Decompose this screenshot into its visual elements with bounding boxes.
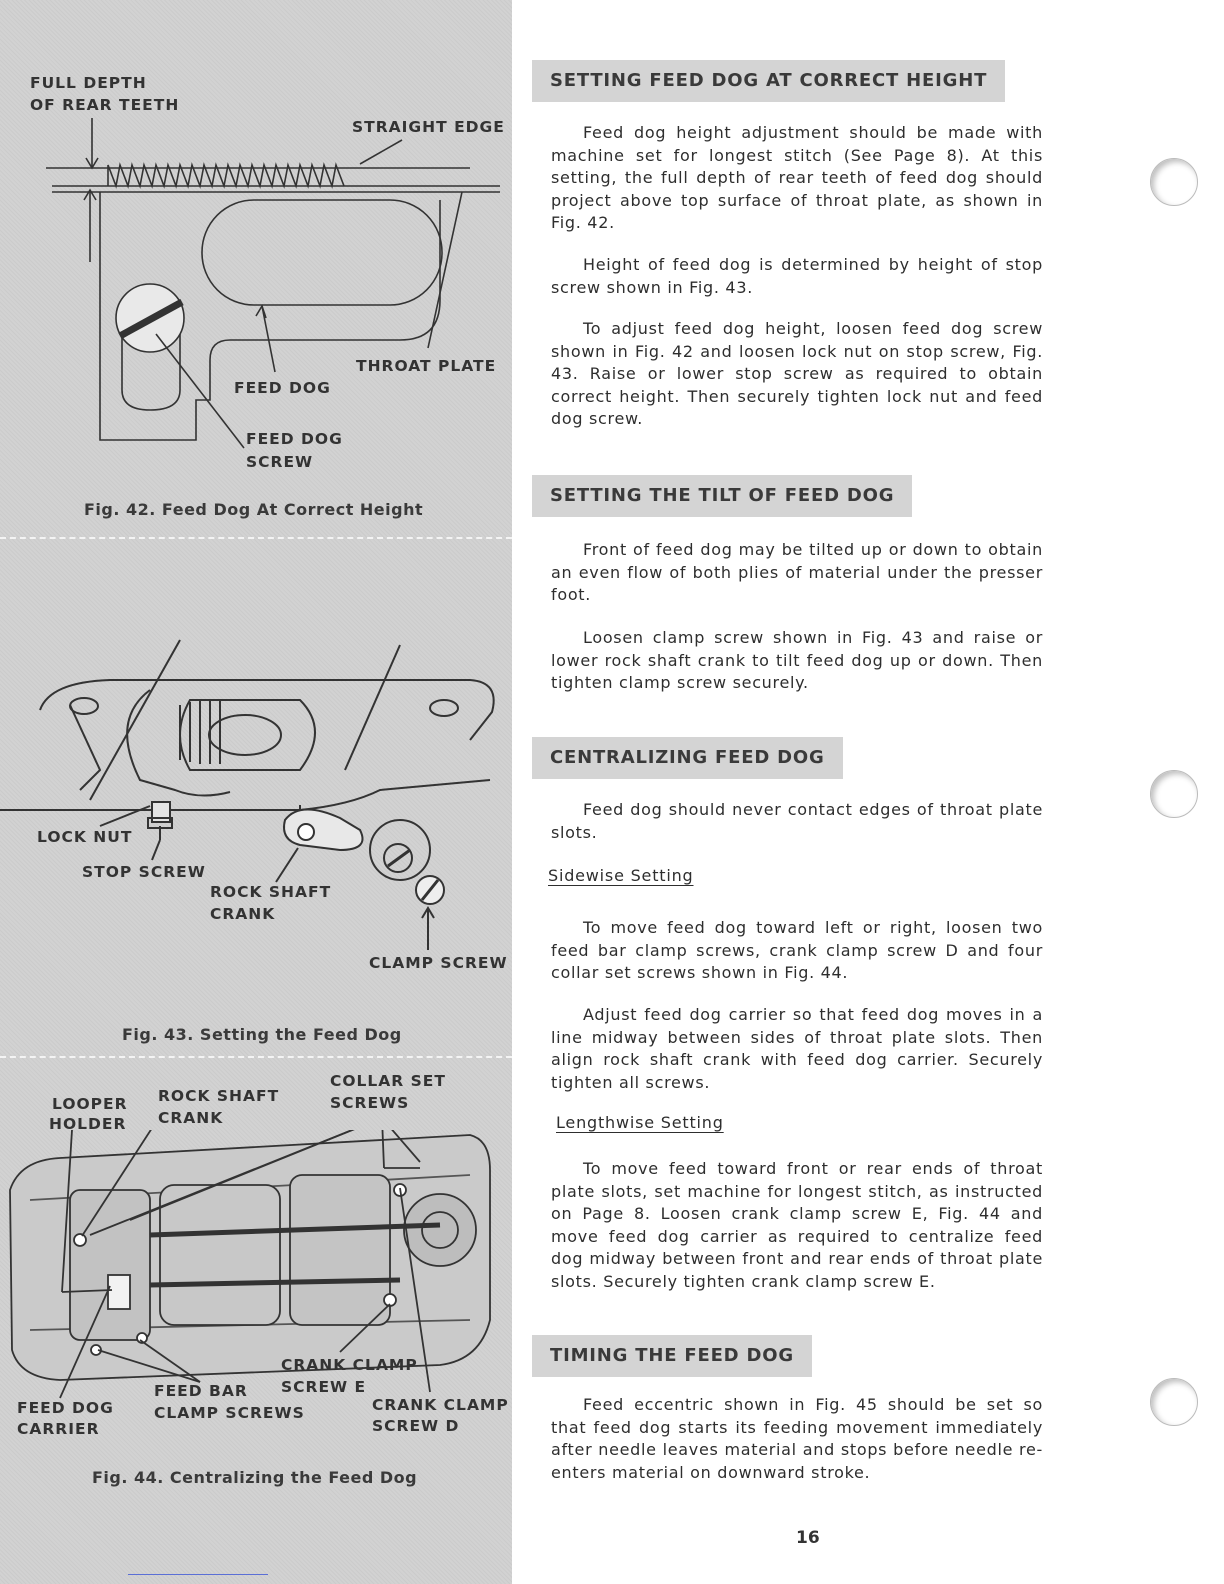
paragraph: Feed dog should never contact edges of throat plate slots. bbox=[551, 800, 1043, 842]
label-feed-dog-carrier-line2: CARRIER bbox=[17, 1420, 100, 1438]
label-clamp-screw: CLAMP SCREW bbox=[369, 954, 508, 972]
heading-setting-height: SETTING FEED DOG AT CORRECT HEIGHT bbox=[532, 60, 1005, 102]
label-straight-edge: STRAIGHT EDGE bbox=[352, 118, 505, 136]
heading-setting-tilt: SETTING THE TILT OF FEED DOG bbox=[532, 475, 912, 517]
label-rock-shaft-crank-line1: ROCK SHAFT bbox=[158, 1087, 280, 1105]
label-crank-clamp-d-line2: SCREW D bbox=[372, 1417, 460, 1435]
label-lock-nut: LOCK NUT bbox=[37, 828, 133, 846]
paragraph: Feed dog height adjustment should be made with machine set for longest stitch (See Page 8). At this setting, the full depth of rear teeth of feed dog should project above top surface of throat plate, as shown in Fig. 42. bbox=[551, 123, 1043, 232]
label-crank-clamp-e-line1: CRANK CLAMP bbox=[281, 1356, 418, 1374]
paragraph: Loosen clamp screw shown in Fig. 43 and raise or lower rock shaft crank to tilt feed dog up or down. Then tighten clamp screw securely. bbox=[551, 628, 1043, 692]
label-looper-line1: LOOPER bbox=[52, 1095, 128, 1113]
paragraph: Feed eccentric shown in Fig. 45 should be set so that feed dog starts its feeding movement immediately after needle leaves material and stops before needle re-enters material on downward stroke. bbox=[551, 1395, 1043, 1482]
label-collar-set-line1: COLLAR SET bbox=[330, 1072, 446, 1090]
punch-hole bbox=[1150, 770, 1198, 818]
page-number: 16 bbox=[796, 1528, 820, 1548]
label-rock-shaft-line2: CRANK bbox=[210, 905, 276, 923]
label-feed-dog-carrier-line1: FEED DOG bbox=[17, 1399, 114, 1417]
figure-divider bbox=[0, 537, 512, 539]
paragraph: To move feed dog toward left or right, loosen two feed bar clamp screws, crank clamp screw D and four collar set screws shown in Fig. 44. bbox=[551, 918, 1043, 982]
subheading-lengthwise: Lengthwise Setting bbox=[556, 1113, 724, 1132]
paragraph: Height of feed dog is determined by height of stop screw shown in Fig. 43. bbox=[551, 255, 1043, 297]
scan-mark bbox=[128, 1574, 268, 1575]
label-rock-shaft-line1: ROCK SHAFT bbox=[210, 883, 332, 901]
fig44-caption: Fig. 44. Centralizing the Feed Dog bbox=[92, 1468, 418, 1487]
heading-centralizing: CENTRALIZING FEED DOG bbox=[532, 737, 843, 779]
label-rock-shaft-crank-line2: CRANK bbox=[158, 1109, 224, 1127]
punch-hole bbox=[1150, 158, 1198, 206]
label-looper-line2: HOLDER bbox=[49, 1115, 127, 1133]
punch-hole bbox=[1150, 1378, 1198, 1426]
label-stop-screw: STOP SCREW bbox=[82, 863, 206, 881]
label-full-depth: FULL DEPTH bbox=[30, 74, 147, 92]
fig43-caption: Fig. 43. Setting the Feed Dog bbox=[122, 1025, 402, 1044]
label-crank-clamp-d-line1: CRANK CLAMP bbox=[372, 1396, 509, 1414]
fig44-illustration bbox=[0, 1130, 512, 1420]
figure-divider bbox=[0, 1056, 512, 1058]
label-feed-dog-screw-line2: SCREW bbox=[246, 453, 314, 471]
paragraph: Adjust feed dog carrier so that feed dog moves in a line midway between sides of throat plate slots. Then align rock shaft crank with feed dog carrier. Securely tighten all screws. bbox=[551, 1005, 1043, 1092]
label-feed-dog: FEED DOG bbox=[234, 379, 331, 397]
label-feed-bar-line1: FEED BAR bbox=[154, 1382, 248, 1400]
label-collar-set-line2: SCREWS bbox=[330, 1094, 410, 1112]
label-of-rear-teeth: OF REAR TEETH bbox=[30, 96, 180, 114]
label-feed-bar-line2: CLAMP SCREWS bbox=[154, 1404, 305, 1422]
paragraph: To move feed toward front or rear ends of throat plate slots, set machine for longest stitch, as instructed on Page 8. Loosen crank clamp screw E, Fig. 44 and move feed dog carrier as required to centralize feed dog midway between front and rear ends of throat plate slots. Securely tighten crank clamp screw E. bbox=[551, 1159, 1043, 1291]
label-feed-dog-screw-line1: FEED DOG bbox=[246, 430, 343, 448]
label-crank-clamp-e-line2: SCREW E bbox=[281, 1378, 367, 1396]
fig42-caption: Fig. 42. Feed Dog At Correct Height bbox=[84, 500, 424, 519]
subheading-sidewise: Sidewise Setting bbox=[548, 866, 694, 885]
paragraph: To adjust feed dog height, loosen feed dog screw shown in Fig. 42 and loosen lock nut on stop screw, Fig. 43. Raise or lower stop screw as required to obtain correct height. Then securely tighten lock nut and feed dog screw. bbox=[551, 319, 1043, 428]
label-throat-plate: THROAT PLATE bbox=[356, 357, 497, 375]
heading-timing: TIMING THE FEED DOG bbox=[532, 1335, 812, 1377]
paragraph: Front of feed dog may be tilted up or down to obtain an even flow of both plies of material under the presser foot. bbox=[551, 540, 1043, 604]
